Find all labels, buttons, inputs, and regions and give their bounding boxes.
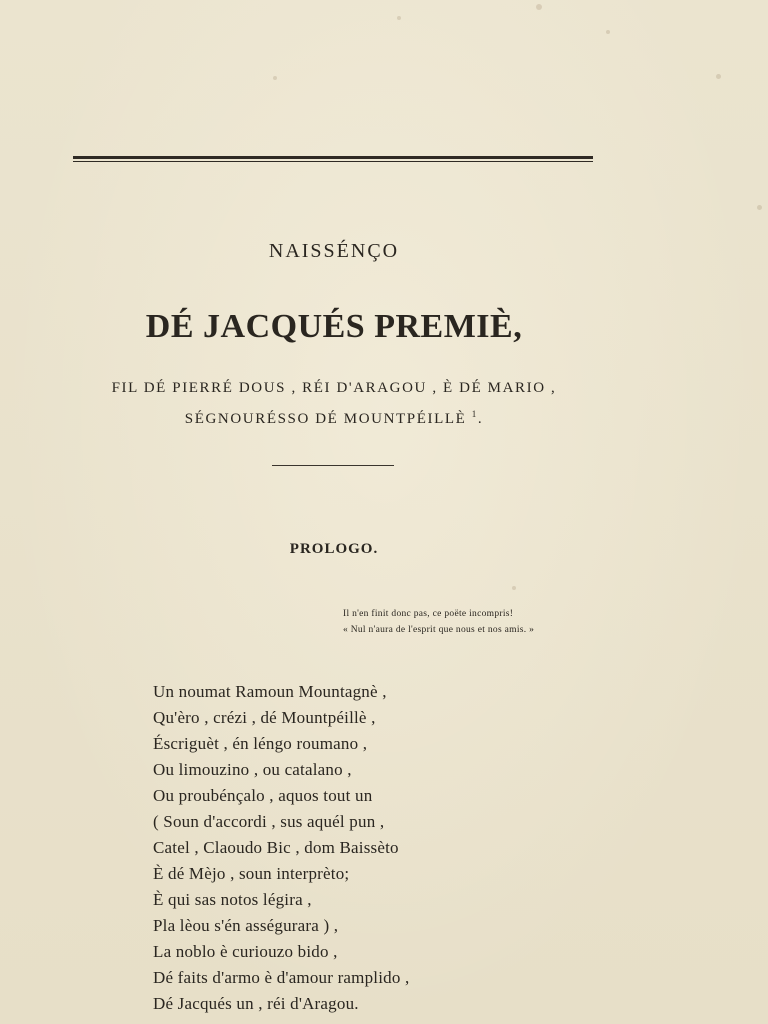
paper-spot [716, 74, 721, 79]
subtitle-line-2-end: . [477, 411, 484, 427]
verse-line: Dé Jacqués un , réi d'Aragou. [153, 994, 359, 1013]
paper-spot [512, 586, 516, 590]
paper-spot [273, 76, 277, 80]
small-title: NAISSÉNÇO [268, 240, 400, 262]
verse-line: ( Soun d'accordi , sus aquél pun , [153, 812, 385, 831]
section-title: PROLOGO. [289, 541, 379, 557]
verse-line: Catel , Claoudo Bic , dom Baissèto [153, 838, 399, 857]
section-divider [272, 465, 394, 466]
paper-spot [606, 30, 610, 34]
verse-line: Ou limouzino , ou catalano , [153, 760, 352, 779]
subtitle-line-1: FIL DÉ PIERRÉ DOUS , RÉI D'ARAGOU , È DÉ MARIO , [111, 380, 557, 396]
verse-line: Éscriguèt , én léngo roumano , [153, 734, 368, 753]
verse-line: La noblo è curiouzo bido , [153, 942, 338, 961]
footnote-marker: 1 [471, 409, 478, 419]
verse-line: Qu'èro , crézi , dé Mountpéillè , [153, 708, 376, 727]
paper-spot [536, 4, 542, 10]
verse-line: Pla lèou s'én asségurara ) , [153, 916, 339, 935]
verse-line: È dé Mèjo , soun interprèto; [153, 864, 350, 883]
subtitle-line-2-text: SÉGNOURÉSSO DÉ MOUNTPÉILLÈ [184, 411, 467, 427]
header-double-rule [73, 156, 593, 162]
subtitle-line-2 [0, 409, 668, 428]
paper-spot [757, 205, 762, 210]
verse-line: Dé faits d'armo è d'amour ramplido , [153, 968, 410, 987]
main-title: DÉ JACQUÉS PREMIÈ, [145, 308, 523, 345]
epigraph-line-1: Il n'en finit donc pas, ce poëte incompris! [343, 609, 514, 619]
verse-line: Ou proubénçalo , aquos tout un [153, 786, 373, 805]
verse-line: È qui sas notos légira , [153, 890, 312, 909]
paper-spot [397, 16, 401, 20]
verse-line: Un noumat Ramoun Mountagnè , [153, 682, 387, 701]
epigraph-line-2: « Nul n'aura de l'esprit que nous et nos amis. » [343, 625, 535, 635]
